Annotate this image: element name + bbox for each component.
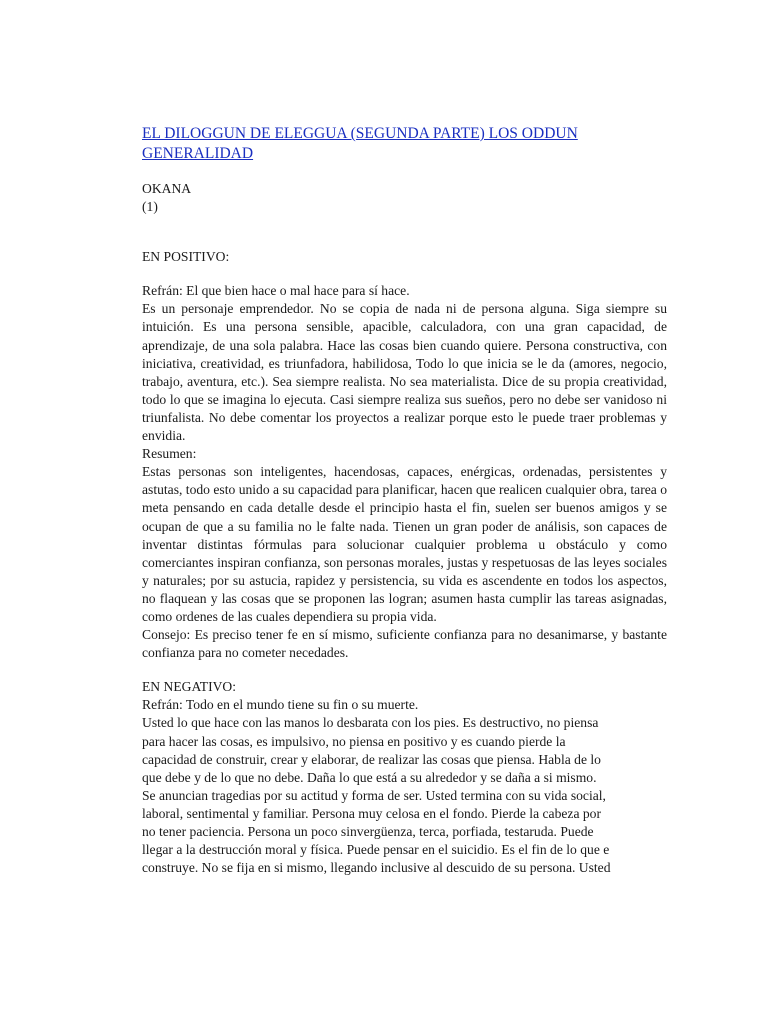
negative-line: que debe y de lo que no debe. Daña lo que está a su alrededor y se daña a si mismo. bbox=[142, 769, 597, 785]
resumen-label: Resumen: bbox=[142, 446, 197, 462]
document-title-link[interactable]: EL DILOGGUN DE ELEGGUA (SEGUNDA PARTE) LOS ODDUN GENERALIDAD bbox=[142, 125, 578, 162]
consejo-text: Consejo: Es preciso tener fe en sí mismo, suficiente confianza para no desanimarse, y bastante confianza para no cometer necedades. bbox=[142, 627, 667, 661]
negative-line: capacidad de construir, crear y elaborar, de realizar las cosas que piensa. Habla de lo bbox=[142, 751, 601, 767]
positive-body: Es un personaje emprendedor. No se copia de nada ni de persona alguna. Siga siempre su intuición. Es una persona sensible, apacible, calculadora, con una gran capacidad, de aprendizaje, de una sola palabra. Hace las cosas bien cuando quiere. Persona constructiva, con iniciativa, creatividad, es triunfadora, habilidosa, Todo lo que inicia se le da (amores, negocio, trabajo, aventura, etc.). Sea siempre realista. No sea materialista. Dice de su propia creatividad, todo lo que se imagina lo ejecuta. Casi siempre realiza sus sueños, pero no debe ser vanidoso ni triunfalista. No debe comentar los proyectos a realizar porque esto le puede traer problemas y envidia. bbox=[142, 301, 667, 444]
section-heading: OKANA bbox=[142, 181, 192, 196]
negative-line: construye. No se fija en si mismo, llegando inclusive al descuido de su persona. Usted bbox=[142, 860, 611, 876]
negative-line: llegar a la destrucción moral y física. Puede pensar en el suicidio. Es el fin de lo que e bbox=[142, 842, 610, 858]
negative-line: no tener paciencia. Persona un poco sinvergüenza, terca, porfiada, testaruda. Puede bbox=[142, 824, 594, 839]
negative-body bbox=[142, 714, 667, 877]
spacer bbox=[142, 662, 667, 678]
negative-refran: Refrán: Todo en el mundo tiene su fin o su muerte. bbox=[142, 697, 419, 713]
section-number: (1) bbox=[142, 199, 158, 215]
negative-line: laboral, sentimental y familiar. Persona muy celosa en el fondo. Pierde la cabeza por bbox=[142, 805, 602, 821]
positive-refran: Refrán: El que bien hace o mal hace para sí hace. bbox=[142, 283, 410, 299]
positive-label: EN POSITIVO: bbox=[142, 249, 230, 265]
document-page bbox=[142, 124, 667, 877]
negative-label: EN NEGATIVO: bbox=[142, 679, 237, 695]
resumen-body: Estas personas son inteligentes, hacendosas, capaces, enérgicas, ordenadas, persistentes y astutas, todo esto unido a su capacidad para planificar, hacen que realicen cualquier obra, tarea o meta pensando en cada detalle desde el principio hasta el fin, suelen ser buenos amigos y se ocupan de que a su familia no le falte nada. Tienen un gran poder de análisis, son capaces de inventar distintas fórmulas para solucionar cualquier problema u obstáculo y como comerciantes inspiran confianza, son personas morales, justas y respetuosas de las leyes sociales y naturales; por su astucia, rapidez y persistencia, su vida es ascendente en todos los aspectos, no flaquean y las cosas que se proponen las logran; asumen hasta cumplir las tareas asignadas, como ordenes de las cuales dependiera su propia vida. bbox=[142, 464, 667, 624]
negative-line: para hacer las cosas, es impulsivo, no piensa en positivo y es cuando pierde la bbox=[142, 733, 566, 749]
negative-line: Usted lo que hace con las manos lo desbarata con los pies. Es destructivo, no piensa bbox=[142, 715, 599, 731]
negative-line: Se anuncian tragedias por su actitud y forma de ser. Usted termina con su vida social, bbox=[142, 787, 606, 803]
spacer bbox=[142, 216, 667, 248]
spacer bbox=[142, 266, 667, 282]
spacer bbox=[142, 164, 667, 180]
